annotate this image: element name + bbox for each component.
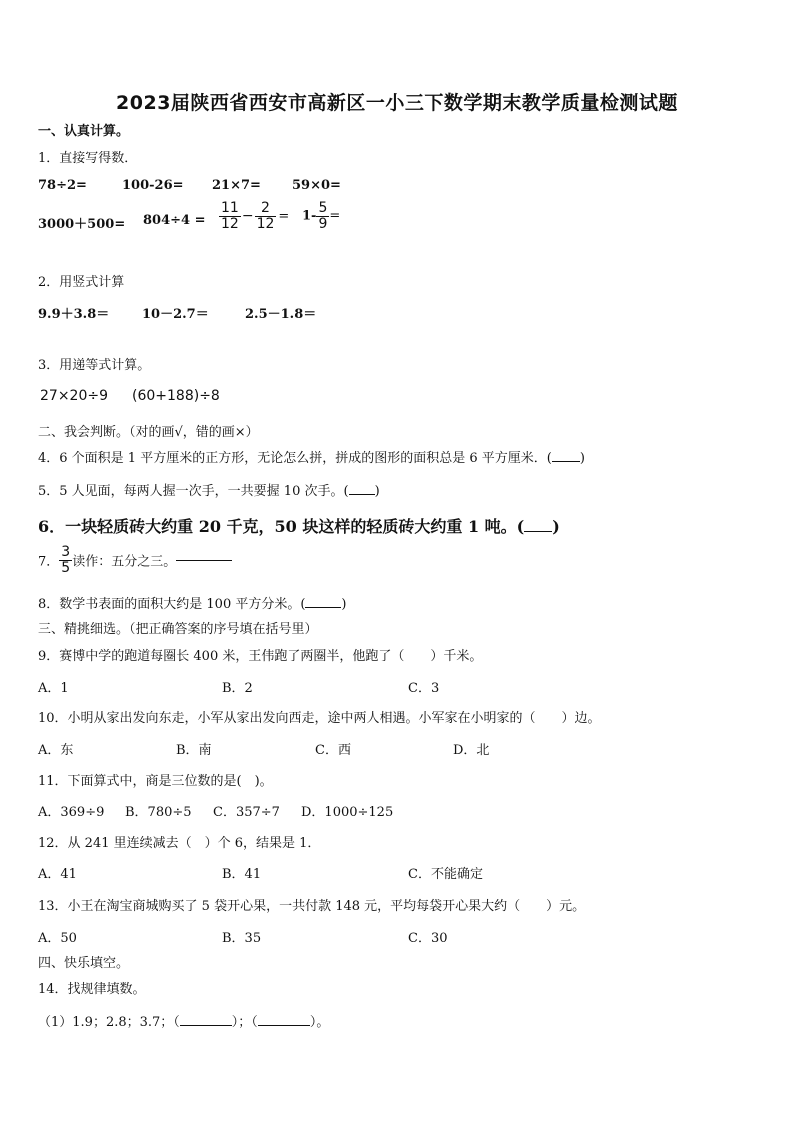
answer-blank[interactable] [176,560,232,561]
q6-text: 6．一块轻质砖大约重 20 千克，50 块这样的轻质砖大约重 1 吨。( ) [38,517,560,536]
q7-text: 7． $\frac{3}{5}$ 读作：五分之三。 [38,545,232,575]
q12-option-c[interactable]: C．不能确定 [408,867,483,882]
q12-option-b[interactable]: B．41 [222,867,262,882]
section-4-heading: 四、快乐填空。 [38,956,130,971]
q13-text: 13．小王在淘宝商城购买了 5 袋开心果，一共付款 148 元，平均每袋开心果大约（ ）元。 [38,899,586,914]
q2-label: 2．用竖式计算 [38,275,125,290]
q8-text: 8．数学书表面的面积大约是 100 平方分米。( ) [38,597,347,612]
answer-blank[interactable] [552,461,580,462]
q10-option-c[interactable]: C．西 [315,743,351,758]
section-2-heading: 二、我会判断。（对的画√，错的画×） [38,425,259,440]
answer-blank[interactable] [305,607,341,608]
answer-blank[interactable] [180,1025,232,1026]
q9-option-c[interactable]: C．3 [408,681,440,696]
q11-option-b[interactable]: B．780÷5 [125,805,192,820]
q10-option-d[interactable]: D．北 [453,743,490,758]
q11-option-a[interactable]: A．369÷9 [38,805,105,820]
q10-text: 10．小明从家出发向东走，小军从家出发向西走，途中两人相遇。小军家在小明家的（ ）边。 [38,711,601,726]
fraction-5-9: $\frac{5}{9}$ [318,200,328,232]
q5-text: 5．5 人见面，每两人握一次手，一共要握 10 次手。( ) [38,484,380,499]
answer-blank[interactable] [258,1025,310,1026]
q1-item-1: 78÷2= [38,178,87,193]
q13-option-b[interactable]: B．35 [222,931,262,946]
q10-option-a[interactable]: A．东 [38,743,74,758]
q1-item-4: 59×0= [292,178,341,193]
q12-option-a[interactable]: A．41 [38,867,77,882]
answer-blank[interactable] [349,494,375,495]
q1-item-3: 21×7= [212,178,261,193]
page-title: 2023届陕西省西安市高新区一小三下数学期末教学质量检测试题 [116,92,678,114]
section-3-heading: 三、精挑细选。（把正确答案的序号填在括号里） [38,622,318,637]
q11-option-c[interactable]: C．357÷7 [213,805,280,820]
q2-item-2: 10－2.7＝ [142,307,209,322]
q11-option-d[interactable]: D．1000÷125 [301,805,394,820]
q1-item-6: 804÷4 = [143,213,206,228]
q13-option-a[interactable]: A．50 [38,931,77,946]
q12-text: 12．从 241 里连续减去（ ）个 6，结果是 1． [38,836,321,851]
q1-item-2: 100-26= [122,178,184,193]
q11-text: 11．下面算式中，商是三位数的是( )。 [38,774,273,789]
q1-one-minus-expression: 1- $\frac{5}{9}$ = [302,200,341,232]
q9-text: 9．赛博中学的跑道每圈长 400 米，王伟跑了两圈半，他跑了（ ）千米。 [38,649,483,664]
q13-option-c[interactable]: C．30 [408,931,448,946]
q9-option-a[interactable]: A．1 [38,681,69,696]
q4-text: 4．6 个面积是 1 平方厘米的正方形，无论怎么拼，拼成的图形的面积总是 6 平方厘米．( ) [38,451,585,466]
q14-label: 14．找规律填数。 [38,982,146,997]
q9-option-b[interactable]: B．2 [222,681,253,696]
section-1-heading: 一、认真计算。 [38,124,130,139]
q1-label: 1．直接写得数． [38,151,138,166]
q14-line: （1）1.9；2.8；3.7；（ ）；（ ）。 [38,1015,330,1030]
q1-item-5: 3000＋500= [38,217,126,232]
q2-item-1: 9.9＋3.8＝ [38,307,110,322]
fraction-11-12: $\frac{11}{12}$ [221,200,239,232]
q3-expr-2: (60+188)÷8 [132,388,220,404]
q3-label: 3．用递等式计算。 [38,358,151,373]
q10-option-b[interactable]: B．南 [176,743,212,758]
q3-expr-1: 27×20÷9 [40,388,108,404]
fraction-2-12: $\frac{2}{12}$ [256,200,275,232]
q2-item-3: 2.5－1.8＝ [245,307,317,322]
q1-fraction-expression: $\frac{11}{12}$ − $\frac{2}{12}$ = [221,200,290,232]
answer-blank[interactable] [524,531,552,532]
fraction-3-5: $\frac{3}{5}$ [61,544,71,576]
